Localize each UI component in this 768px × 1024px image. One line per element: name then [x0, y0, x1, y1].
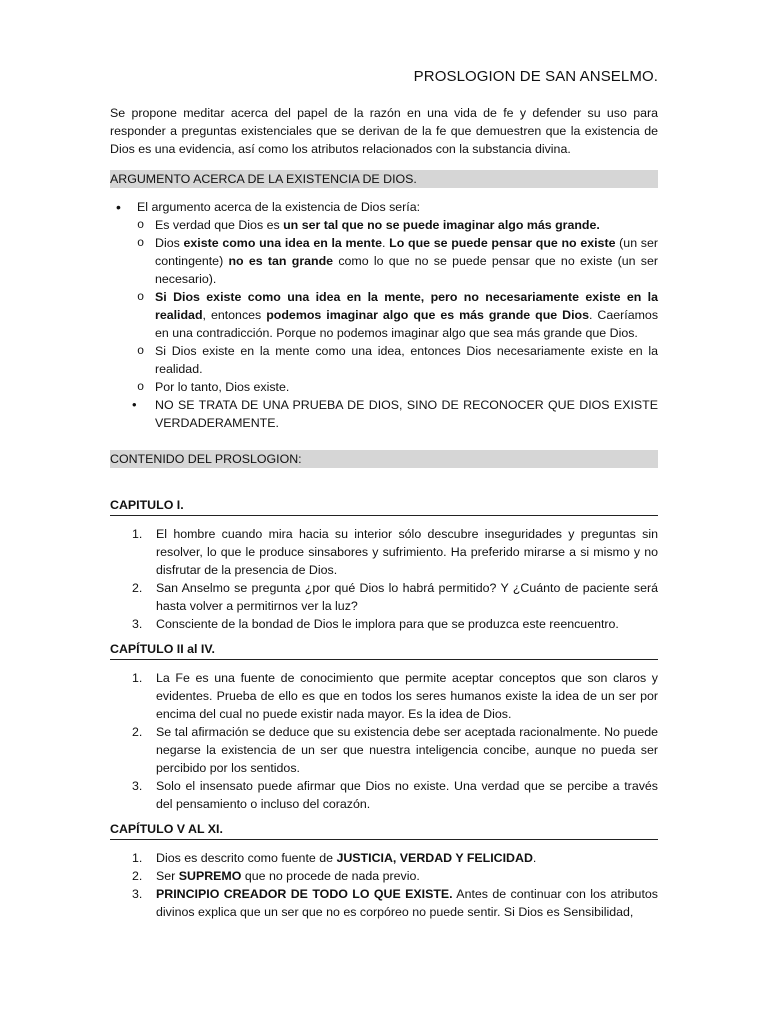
- list-item: 1. Dios es descrito como fuente de JUSTICIA, VERDAD Y FELICIDAD.: [132, 851, 537, 865]
- chapter-heading-1: CAPITULO I.: [110, 496, 658, 516]
- bullet-circle-icon: o: [137, 380, 145, 394]
- chapter-heading-2: CAPÍTULO II al IV.: [110, 640, 658, 660]
- argument-list: [110, 198, 658, 432]
- list-item: 2. San Anselmo se pregunta ¿por qué Dios lo habrá permitido? Y ¿Cuánto de paciente será hasta volver a permitirnos ver la luz?: [132, 581, 658, 613]
- list-item: 1. El hombre cuando mira hacia su interior sólo descubre inseguridades y preguntas sin resolver, lo que le produce sinsabores y sufrimiento. Ha preferido mirarse a si mismo y no disfrutar de la presencia de Dios.: [132, 527, 658, 577]
- list-item: 3. Consciente de la bondad de Dios le implora para que se produzca este reencuentro.: [132, 617, 619, 631]
- chapter-heading-3: CAPÍTULO V AL XI.: [110, 820, 658, 840]
- intro-paragraph: Se propone meditar acerca del papel de la razón en una vida de fe y defender su uso para responder a preguntas existenciales que se derivan de la fe que demuestren que la existencia de Dios es una evidencia, así como los atributos relacionados con la substancia divina.: [110, 106, 658, 156]
- sub-item: o Si Dios existe como una idea en la mente, pero no necesariamente existe en la realidad, entonces podemos imaginar algo que es más grande que Dios. Caeríamos en una contradicción. Porque no podemos imaginar algo que sea más grande que Dios.: [137, 290, 659, 340]
- list-item: 3. PRINCIPIO CREADOR DE TODO LO QUE EXISTE. Antes de continuar con los atributos divinos explica que un ser que no es corpóreo no puede sentir. Si Dios es Sensibilidad,: [132, 887, 658, 919]
- chapter-2-list: [110, 669, 658, 813]
- sub-item: o Por lo tanto, Dios existe.: [137, 380, 290, 394]
- bullet-dot-icon: •: [132, 397, 137, 412]
- bullet-circle-icon: o: [137, 290, 145, 304]
- page-title: PROSLOGION DE SAN ANSELMO.: [413, 68, 658, 85]
- bullet-circle-icon: o: [137, 218, 145, 232]
- sub-item: o Si Dios existe en la mente como una idea, entonces Dios necesariamente existe en la realidad.: [137, 344, 658, 376]
- section-heading-argumento: ARGUMENTO ACERCA DE LA EXISTENCIA DE DIOS.: [110, 170, 658, 188]
- list-item: 3. Solo el insensato puede afirmar que Dios no existe. Una verdad que se percibe a través del pensamiento o incluso del corazón.: [132, 779, 658, 811]
- chapter-1-list: [110, 525, 658, 633]
- list-item: 2. Ser SUPREMO que no procede de nada previo.: [132, 869, 420, 883]
- bullet-item: • El argumento acerca de la existencia de Dios sería:: [116, 199, 421, 215]
- list-item: 1. La Fe es una fuente de conocimiento que permite aceptar conceptos que son claros y evidentes. Prueba de ello es que en todos los seres humanos existe la idea de un ser por encima del cual no puede existir nada mayor. Es la idea de Dios.: [132, 671, 658, 721]
- bullet-circle-icon: o: [137, 236, 145, 250]
- chapter-3-list: [110, 849, 658, 921]
- bullet-dot-icon: •: [116, 199, 121, 215]
- note-item: • NO SE TRATA DE UNA PRUEBA DE DIOS, SINO DE RECONOCER QUE DIOS EXISTE VERDADERAMENTE.: [132, 397, 658, 430]
- list-item: 2. Se tal afirmación se deduce que su existencia debe ser aceptada racionalmente. No puede negarse la existencia de un ser que nuestra inteligencia concibe, aunque no pueda ser percibido por los sentidos.: [132, 725, 658, 775]
- section-heading-contenido: CONTENIDO DEL PROSLOGION:: [110, 450, 658, 468]
- sub-item: o Es verdad que Dios es un ser tal que no se puede imaginar algo más grande.: [137, 218, 600, 232]
- bullet-circle-icon: o: [137, 344, 145, 358]
- sub-item: o Dios existe como una idea en la mente. Lo que se puede pensar que no existe (un ser contingente) no es tan grande como lo que no se puede pensar que no existe (un ser necesario).: [137, 236, 658, 286]
